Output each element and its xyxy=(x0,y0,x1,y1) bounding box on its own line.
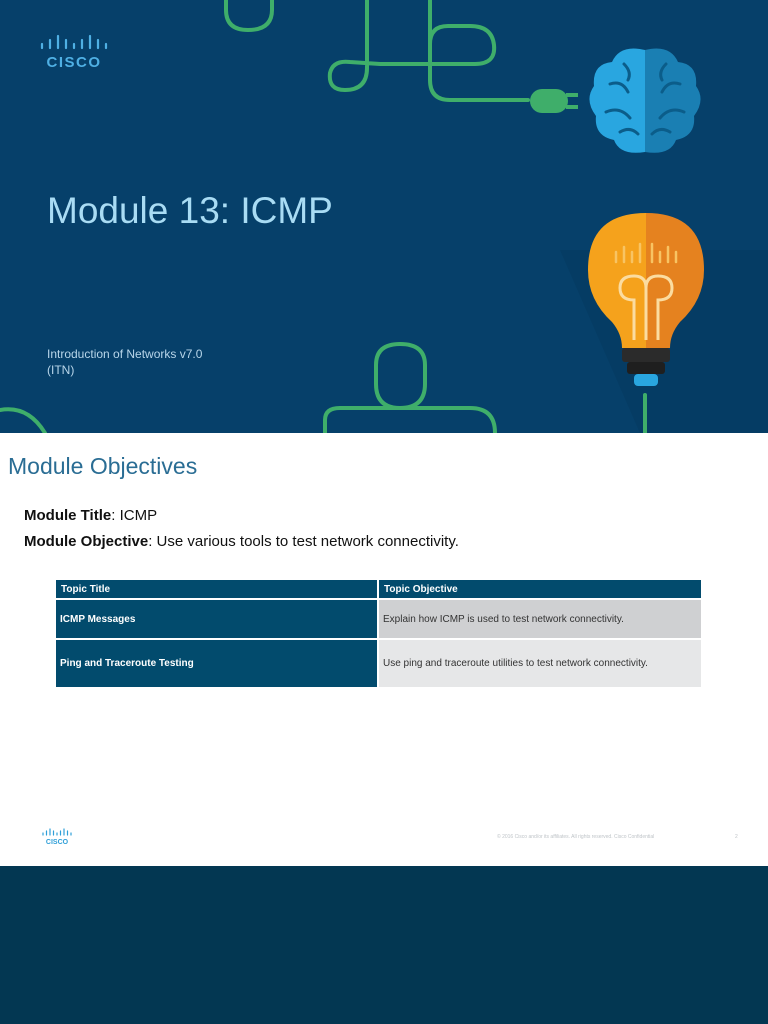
table-header-row xyxy=(56,580,701,599)
brain-icon xyxy=(589,49,700,153)
objectives-title: Module Objectives xyxy=(8,453,198,479)
table-row xyxy=(56,599,701,639)
module-objective-label: Module Objective xyxy=(24,533,149,550)
table-row xyxy=(56,639,701,687)
title-slide xyxy=(0,0,768,433)
cisco-logo xyxy=(40,33,110,73)
topic-objective-cell: Explain how ICMP is used to test network connectivity. xyxy=(378,599,701,639)
course-code: (ITN) xyxy=(47,363,75,377)
topic-title-cell: Ping and Traceroute Testing xyxy=(56,639,378,687)
plug-icon xyxy=(530,89,568,113)
header-topic-title: Topic Title xyxy=(56,580,378,599)
footer-cisco-logo xyxy=(42,828,72,846)
header-topic-objective: Topic Objective xyxy=(378,580,701,599)
slide-title: Module 13: ICMP xyxy=(47,190,333,231)
module-title-line xyxy=(24,507,157,524)
module-title-label: Module Title xyxy=(24,507,112,524)
objectives-table xyxy=(56,580,701,687)
course-name: Introduction of Networks v7.0 xyxy=(47,347,203,361)
topic-objective-cell: Use ping and traceroute utilities to test network connectivity. xyxy=(378,639,701,687)
page-number: 2 xyxy=(735,834,738,840)
copyright-text: © 2016 Cisco and/or its affiliates. All rights reserved. Cisco Confidential xyxy=(497,834,655,840)
module-title-value: : ICMP xyxy=(111,507,158,524)
cisco-logo-text: CISCO xyxy=(46,54,102,71)
topic-title-cell: ICMP Messages xyxy=(56,599,378,639)
footer-logo-text: CISCO xyxy=(45,839,69,846)
module-objective-value: : Use various tools to test network connectivity. xyxy=(148,533,459,550)
objectives-slide xyxy=(0,433,768,866)
module-objective-line xyxy=(24,533,459,550)
course-subtitle xyxy=(47,346,202,378)
